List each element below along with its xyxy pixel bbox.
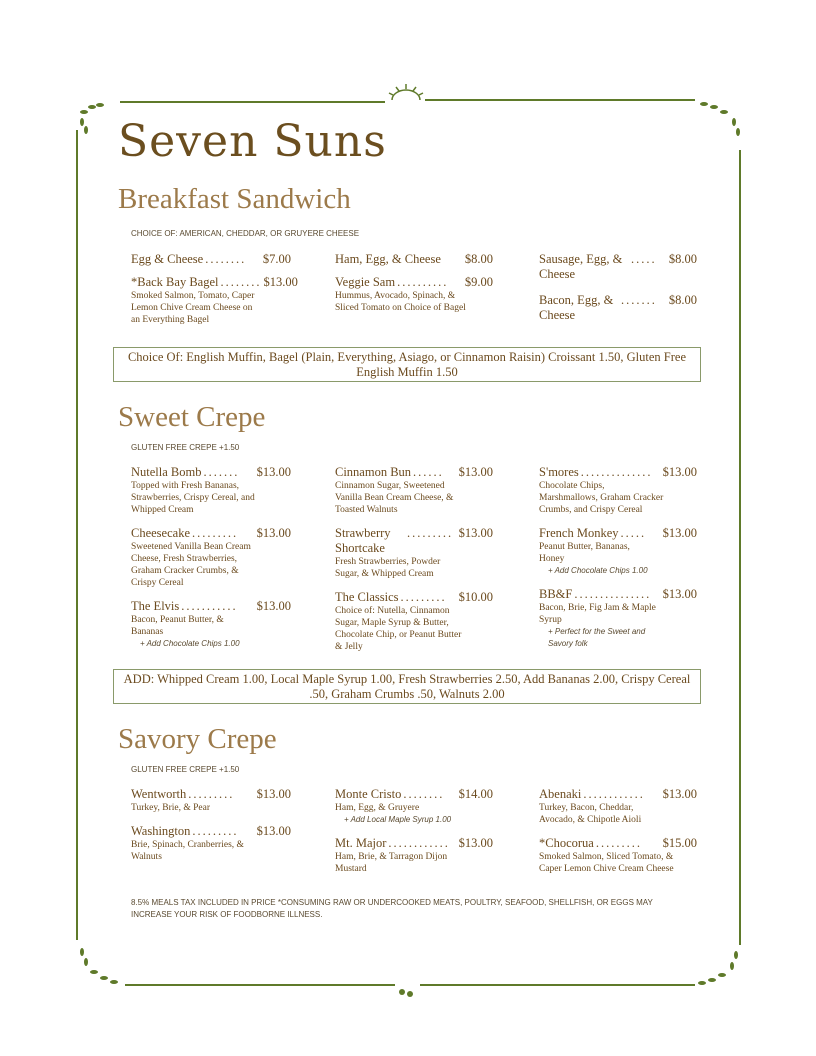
item-name: Mt. Major [335, 836, 387, 850]
item-price: $13.00 [263, 275, 298, 289]
menu-item: Bacon, Egg, & Cheese ....... $8.00 [539, 293, 697, 322]
menu-item: *Back Bay Bagel ........ $13.00 Smoked Salmon, Tomato, Caper Lemon Chive Cream Cheese on an Everything Bagel [131, 275, 298, 325]
item-name: Ham, Egg, & Cheese [335, 252, 441, 266]
item-addon: + Add Chocolate Chips 1.00 [140, 639, 240, 648]
bread-choice-box: Choice Of: English Muffin, Bagel (Plain, Everything, Asiago, or Cinnamon Raisin) Croissant 1.50, Gluten Free English Muffin 1.50 [113, 347, 701, 382]
section-title-breakfast: Breakfast Sandwich [118, 183, 351, 215]
menu-item [335, 252, 493, 267]
item-name: The Classics [335, 590, 399, 604]
item-name: Abenaki [539, 787, 582, 801]
item-price: $8.00 [668, 252, 697, 266]
tax-and-health-disclaimer: 8.5% MEALS TAX INCLUDED IN PRICE *CONSUMING RAW OR UNDERCOOKED MEATS, POULTRY, SEAFOOD, SHELLFISH, OR EGGS MAY INCREASE YOUR RISK OF FOODBORNE ILLNESS. [131, 898, 653, 919]
item-description: Hummus, Avocado, Spinach, & Sliced Tomato on Choice of Bagel [335, 291, 466, 313]
sweet-column-3 [539, 465, 697, 658]
menu-item: The Elvis ........... $13.00 Bacon, Peanut Butter, & Bananas + Add Chocolate Chips 1.00 [131, 599, 291, 648]
section-title-sweet-crepe: Sweet Crepe [118, 401, 266, 433]
item-price: $9.00 [464, 275, 493, 289]
sun-ornament-icon [389, 84, 423, 100]
item-price: $13.00 [256, 787, 291, 801]
add-ons-box: ADD: Whipped Cream 1.00, Local Maple Syrup 1.00, Fresh Strawberries 2.50, Add Bananas 2.00, Crispy Cereal .50, Graham Crumbs .50, Walnuts 2.00 [113, 669, 701, 704]
item-name: Bacon, Egg, & Cheese [539, 293, 614, 322]
item-name: The Elvis [131, 599, 180, 613]
item-name: Cinnamon Bun [335, 465, 412, 479]
menu-item: Washington ......... $13.00 Brie, Spinach, Cranberries, & Walnuts [131, 824, 291, 862]
item-description: Fresh Strawberries, Powder Sugar, & Whipped Cream [335, 557, 441, 579]
menu-item: Cinnamon Bun ...... $13.00 Cinnamon Sugar, Sweetened Vanilla Bean Cream Cheese, & Toasted Walnuts [335, 465, 493, 515]
item-description: Peanut Butter, Bananas, Honey [539, 542, 630, 564]
breakfast-column-1 [131, 252, 298, 334]
item-name: Strawberry Shortcake [335, 526, 391, 555]
menu-item: Sausage, Egg, & Cheese ..... $8.00 [539, 252, 697, 281]
item-name: S'mores [539, 465, 579, 479]
item-name: Nutella Bomb [131, 465, 202, 479]
item-price: $15.00 [662, 836, 697, 850]
menu-item: Abenaki ............ $13.00 Turkey, Bacon, Cheddar, Avocado, & Chipotle Aioli [539, 787, 697, 825]
item-description: Smoked Salmon, Tomato, Caper Lemon Chive Cream Cheese on an Everything Bagel [131, 291, 255, 325]
item-price: $14.00 [458, 787, 493, 801]
menu-item: BB&F ............... $13.00 Bacon, Brie, Fig Jam & Maple Syrup + Perfect for the Sweet and Savory folk [539, 587, 697, 648]
item-price: $13.00 [662, 526, 697, 540]
item-name: Wentworth [131, 787, 187, 801]
sweet-column-2 [335, 465, 493, 661]
item-description: Ham, Brie, & Tarragon Dijon Mustard [335, 852, 448, 874]
item-price: $7.00 [262, 252, 291, 266]
item-description: Choice of: Nutella, Cinnamon Sugar, Maple Syrup & Butter, Chocolate Chip, or Peanut Butter & Jelly [335, 606, 462, 652]
item-description: Chocolate Chips, Marshmallows, Graham Cracker Crumbs, and Crispy Cereal [539, 481, 664, 515]
item-addon: + Perfect for the Sweet and Savory folk [548, 627, 646, 648]
item-price: $13.00 [256, 599, 291, 613]
restaurant-title: Seven Suns [118, 116, 387, 167]
item-price: $13.00 [458, 465, 493, 479]
item-price: $13.00 [458, 526, 493, 540]
cheese-choice-note: CHOICE OF: AMERICAN, CHEDDAR, OR GRUYERE CHEESE [131, 229, 360, 238]
savory-column-3 [539, 787, 697, 883]
breakfast-column-3 [539, 252, 697, 331]
gluten-free-note: GLUTEN FREE CREPE +1.50 [131, 443, 240, 452]
item-description: Bacon, Peanut Butter, & Bananas [131, 615, 224, 637]
item-price: $13.00 [662, 465, 697, 479]
item-description: Brie, Spinach, Cranberries, & Walnuts [131, 840, 244, 862]
item-price: $13.00 [256, 465, 291, 479]
menu-item: Monte Cristo ........ $14.00 Ham, Egg, & Gruyere + Add Local Maple Syrup 1.00 [335, 787, 493, 824]
item-name: Washington [131, 824, 191, 838]
item-description: Turkey, Bacon, Cheddar, Avocado, & Chipotle Aioli [539, 803, 642, 825]
item-name: BB&F [539, 587, 573, 601]
menu-item: S'mores .............. $13.00 Chocolate Chips, Marshmallows, Graham Cracker Crumbs, and Crispy Cereal [539, 465, 697, 515]
item-name: Monte Cristo [335, 787, 402, 801]
menu-item: French Monkey ..... $13.00 Peanut Butter, Bananas, Honey + Add Chocolate Chips 1.00 [539, 526, 697, 575]
section-title-savory-crepe: Savory Crepe [118, 723, 277, 755]
gluten-free-note: GLUTEN FREE CREPE +1.50 [131, 765, 240, 774]
item-price: $13.00 [662, 787, 697, 801]
item-price: $13.00 [662, 587, 697, 601]
item-name: *Chocorua [539, 836, 594, 850]
item-name: Sausage, Egg, & Cheese [539, 252, 623, 281]
item-addon: + Add Chocolate Chips 1.00 [548, 566, 648, 575]
menu-item: Wentworth ......... $13.00 Turkey, Brie, & Pear [131, 787, 291, 813]
item-price: $13.00 [256, 824, 291, 838]
breakfast-column-2 [335, 252, 493, 322]
item-addon: + Add Local Maple Syrup 1.00 [344, 815, 452, 824]
menu-item: Egg & Cheese ........ $7.00 [131, 252, 291, 266]
item-price: $8.00 [668, 293, 697, 307]
item-description: Turkey, Brie, & Pear [131, 803, 210, 813]
menu-item: Nutella Bomb ....... $13.00 Topped with Fresh Bananas, Strawberries, Crispy Cereal, and Whipped Cream [131, 465, 291, 515]
menu-item: Cheesecake ......... $13.00 Sweetened Vanilla Bean Cream Cheese, Fresh Strawberries, Graham Cracker Crumbs, & Crispy Cereal [131, 526, 291, 588]
savory-column-2 [335, 787, 493, 883]
menu-item: *Chocorua ......... $15.00 Smoked Salmon, Sliced Tomato, & Caper Lemon Chive Cream Cheese [539, 836, 697, 874]
item-price: $8.00 [464, 252, 493, 266]
item-price: $13.00 [458, 836, 493, 850]
item-name: Cheesecake [131, 526, 190, 540]
menu-item: Mt. Major ............ $13.00 Ham, Brie, & Tarragon Dijon Mustard [335, 836, 493, 874]
menu-item: The Classics ......... $10.00 Choice of: Nutella, Cinnamon Sugar, Maple Syrup & Butter, Chocolate Chip, or Peanut Butter & Jelly [335, 590, 493, 652]
item-name: Veggie Sam [335, 275, 396, 289]
menu-item: Strawberry Shortcake ......... $13.00 Fresh Strawberries, Powder Sugar, & Whipped Cream [335, 526, 493, 579]
menu-item: Veggie Sam .......... $9.00 Hummus, Avocado, Spinach, & Sliced Tomato on Choice of Bagel [335, 275, 493, 313]
item-description: Ham, Egg, & Gruyere [335, 803, 420, 813]
item-description: Cinnamon Sugar, Sweetened Vanilla Bean Cream Cheese, & Toasted Walnuts [335, 481, 454, 515]
item-description: Smoked Salmon, Sliced Tomato, & Caper Lemon Chive Cream Cheese [539, 852, 674, 874]
item-description: Sweetened Vanilla Bean Cream Cheese, Fresh Strawberries, Graham Cracker Crumbs, & Crispy Cereal [131, 542, 251, 588]
sweet-column-1 [131, 465, 291, 658]
item-price: $10.00 [458, 590, 493, 604]
item-name: *Back Bay Bagel [131, 275, 219, 289]
item-description: Bacon, Brie, Fig Jam & Maple Syrup [539, 603, 656, 625]
savory-column-1 [131, 787, 291, 871]
item-name: French Monkey [539, 526, 619, 540]
item-name: Egg & Cheese [131, 252, 204, 266]
item-price: $13.00 [256, 526, 291, 540]
item-description: Topped with Fresh Bananas, Strawberries, Crispy Cereal, and Whipped Cream [131, 481, 255, 515]
